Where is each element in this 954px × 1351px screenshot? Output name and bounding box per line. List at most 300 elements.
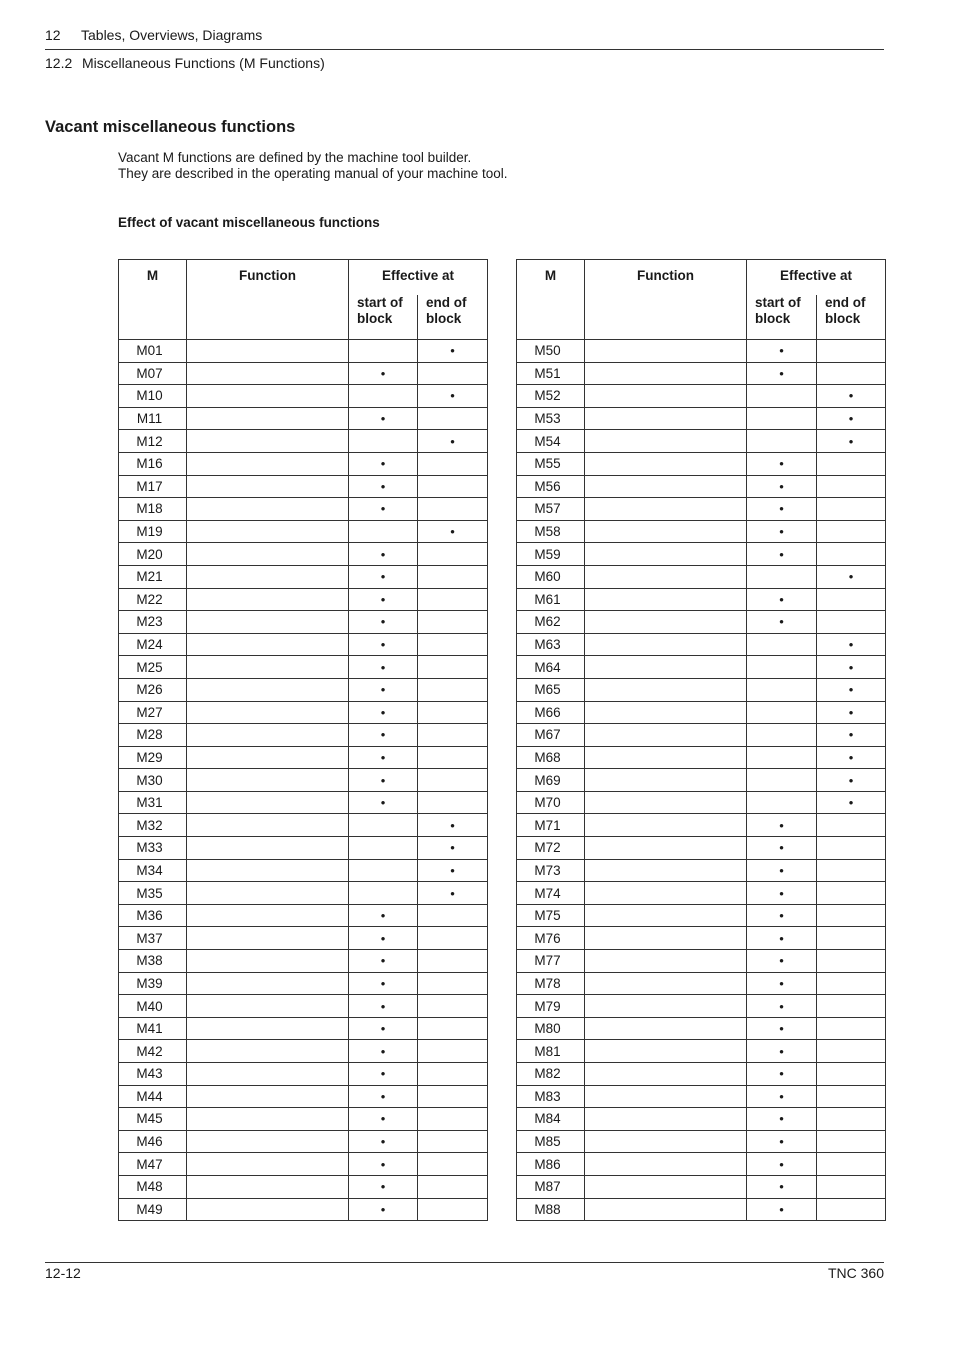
m-code-cell: M77 [517, 950, 585, 973]
end-of-block-cell [418, 498, 488, 521]
table-subheading: Effect of vacant miscellaneous functions [118, 215, 380, 230]
m-code-cell: M23 [119, 611, 187, 634]
end-of-block-cell [418, 1063, 488, 1086]
function-cell [585, 1153, 747, 1176]
bullet-marker: • [450, 433, 455, 449]
start-of-block-cell [349, 1108, 418, 1131]
start-of-block-cell [349, 882, 418, 905]
end-of-block-cell [817, 565, 886, 588]
end-of-block-cell [817, 633, 886, 656]
column-header-m: M [119, 260, 187, 340]
m-code-cell: M61 [517, 588, 585, 611]
intro-paragraph [118, 150, 507, 182]
start-of-block-cell [349, 611, 418, 634]
start-of-block-cell [349, 452, 418, 475]
end-of-block-cell [817, 1017, 886, 1040]
end-of-block-cell [817, 611, 886, 634]
m-code-cell: M75 [517, 904, 585, 927]
table-row [517, 1085, 886, 1108]
m-code-cell: M71 [517, 814, 585, 837]
m-code-cell: M70 [517, 791, 585, 814]
m-code-cell: M44 [119, 1085, 187, 1108]
table-row [517, 701, 886, 724]
function-cell [585, 950, 747, 973]
end-of-block-cell [418, 972, 488, 995]
m-code-cell: M84 [517, 1108, 585, 1131]
function-cell [585, 520, 747, 543]
start-of-block-cell [747, 1085, 817, 1108]
bullet-marker: • [380, 795, 386, 811]
table-row [517, 475, 886, 498]
end-of-block-cell [817, 837, 886, 860]
start-of-block-cell [747, 995, 817, 1018]
m-code-cell: M58 [517, 520, 585, 543]
bullet-marker: • [450, 388, 455, 404]
end-of-block-cell [817, 1040, 886, 1063]
bullet-marker: • [380, 456, 386, 472]
function-cell [585, 611, 747, 634]
m-code-cell: M31 [119, 791, 187, 814]
m-code-cell: M28 [119, 724, 187, 747]
end-of-block-cell [817, 678, 886, 701]
m-code-cell: M17 [119, 475, 187, 498]
bullet-marker: • [450, 862, 455, 878]
function-cell [585, 724, 747, 747]
table-row [517, 837, 886, 860]
bullet-marker: • [779, 591, 784, 607]
bullet-marker: • [380, 546, 386, 562]
bullet-marker: • [450, 885, 455, 901]
end-of-block-cell [817, 362, 886, 385]
function-cell [585, 904, 747, 927]
table-row [119, 1040, 488, 1063]
function-cell [187, 972, 349, 995]
table-row [119, 859, 488, 882]
bullet-marker: • [779, 1021, 784, 1037]
function-cell [585, 927, 747, 950]
table-row [517, 791, 886, 814]
table-row [119, 1198, 488, 1221]
m-code-cell: M39 [119, 972, 187, 995]
m-code-cell: M65 [517, 678, 585, 701]
function-cell [585, 1175, 747, 1198]
start-of-block-cell [747, 498, 817, 521]
end-of-block-cell [418, 656, 488, 679]
end-of-block-cell [817, 1063, 886, 1086]
start-of-block-cell [747, 565, 817, 588]
end-of-block-cell [817, 430, 886, 453]
start-of-block-cell [747, 475, 817, 498]
table-row [517, 340, 886, 363]
end-of-block-cell [817, 1175, 886, 1198]
bullet-marker: • [779, 862, 784, 878]
function-cell [585, 633, 747, 656]
m-code-cell: M85 [517, 1130, 585, 1153]
table-row [119, 452, 488, 475]
function-cell [585, 430, 747, 453]
bullet-marker: • [380, 591, 386, 607]
function-cell [585, 791, 747, 814]
chapter-title: Tables, Overviews, Diagrams [81, 27, 263, 43]
table-row [119, 633, 488, 656]
bullet-marker: • [380, 953, 386, 969]
end-of-block-cell [418, 475, 488, 498]
table-row [119, 430, 488, 453]
m-code-cell: M30 [119, 769, 187, 792]
end-of-block-cell [418, 1130, 488, 1153]
start-of-block-cell [747, 859, 817, 882]
table-row [517, 995, 886, 1018]
start-of-block-cell [747, 927, 817, 950]
m-code-cell: M54 [517, 430, 585, 453]
column-header-function: Function [585, 260, 747, 340]
table-row [119, 1063, 488, 1086]
function-cell [187, 430, 349, 453]
m-code-cell: M79 [517, 995, 585, 1018]
start-of-block-cell [349, 837, 418, 860]
end-of-block-cell [817, 340, 886, 363]
bullet-marker: • [848, 682, 854, 698]
bullet-marker: • [380, 908, 386, 924]
m-code-cell: M07 [119, 362, 187, 385]
m-code-cell: M73 [517, 859, 585, 882]
function-cell [585, 565, 747, 588]
table-row [119, 950, 488, 973]
function-cell [187, 837, 349, 860]
column-header-effective-at: Effective at [349, 260, 488, 295]
start-of-block-cell [747, 362, 817, 385]
bullet-marker: • [779, 1088, 784, 1104]
end-of-block-cell [817, 927, 886, 950]
bullet-marker: • [779, 614, 784, 630]
function-cell [187, 1017, 349, 1040]
end-of-block-cell [418, 701, 488, 724]
function-cell [187, 746, 349, 769]
m-code-cell: M10 [119, 385, 187, 408]
function-cell [585, 1063, 747, 1086]
end-of-block-cell [817, 995, 886, 1018]
table-row [517, 746, 886, 769]
m-code-cell: M40 [119, 995, 187, 1018]
bullet-marker: • [779, 546, 784, 562]
function-cell [187, 1198, 349, 1221]
function-cell [187, 656, 349, 679]
function-cell [585, 543, 747, 566]
end-of-block-cell [817, 407, 886, 430]
m-functions-table-left [118, 259, 488, 1221]
bullet-marker: • [848, 704, 854, 720]
bullet-marker: • [380, 772, 386, 788]
function-cell [585, 746, 747, 769]
table-row [119, 340, 488, 363]
function-cell [585, 972, 747, 995]
bullet-marker: • [848, 659, 854, 675]
m-code-cell: M48 [119, 1175, 187, 1198]
m-code-cell: M87 [517, 1175, 585, 1198]
table-row [517, 950, 886, 973]
table-row [517, 407, 886, 430]
bullet-marker: • [779, 975, 784, 991]
bullet-marker: • [380, 501, 386, 517]
bullet-marker: • [779, 1111, 784, 1127]
start-of-block-cell [747, 746, 817, 769]
table-row [517, 1198, 886, 1221]
function-cell [585, 1130, 747, 1153]
start-of-block-cell [349, 814, 418, 837]
column-header-start-of-block: start of block [747, 295, 817, 340]
start-of-block-cell [747, 340, 817, 363]
table-row [517, 565, 886, 588]
table-row [517, 1063, 886, 1086]
start-of-block-cell [349, 972, 418, 995]
m-code-cell: M51 [517, 362, 585, 385]
bullet-marker: • [380, 975, 386, 991]
table-row [517, 882, 886, 905]
bullet-marker: • [779, 1134, 784, 1150]
end-of-block-cell [817, 1130, 886, 1153]
end-of-block-cell [418, 1175, 488, 1198]
m-code-cell: M34 [119, 859, 187, 882]
function-cell [187, 543, 349, 566]
function-cell [585, 1040, 747, 1063]
section-number: 12.2 [45, 55, 73, 71]
bullet-marker: • [848, 749, 854, 765]
m-code-cell: M36 [119, 904, 187, 927]
function-cell [585, 362, 747, 385]
m-code-cell: M19 [119, 520, 187, 543]
bullet-marker: • [848, 772, 854, 788]
start-of-block-cell [349, 1198, 418, 1221]
table-row [119, 362, 488, 385]
end-of-block-cell [418, 904, 488, 927]
start-of-block-cell [747, 1108, 817, 1131]
bullet-marker: • [848, 795, 854, 811]
function-cell [187, 769, 349, 792]
function-cell [187, 520, 349, 543]
bullet-marker: • [779, 908, 784, 924]
end-of-block-cell [418, 430, 488, 453]
function-cell [585, 452, 747, 475]
table-row [119, 678, 488, 701]
function-cell [585, 498, 747, 521]
function-cell [585, 1085, 747, 1108]
start-of-block-cell [747, 407, 817, 430]
table-row [517, 1017, 886, 1040]
m-code-cell: M45 [119, 1108, 187, 1131]
bullet-marker: • [779, 817, 784, 833]
start-of-block-cell [747, 814, 817, 837]
end-of-block-cell [418, 633, 488, 656]
end-of-block-cell [418, 452, 488, 475]
end-of-block-cell [817, 859, 886, 882]
page-number: 12-12 [45, 1265, 81, 1281]
bullet-marker: • [779, 365, 784, 381]
start-of-block-cell [349, 927, 418, 950]
table-row [517, 452, 886, 475]
function-cell [585, 656, 747, 679]
start-of-block-cell [349, 1085, 418, 1108]
end-of-block-cell [817, 701, 886, 724]
table-row [119, 1085, 488, 1108]
end-of-block-cell [817, 972, 886, 995]
start-of-block-cell [349, 407, 418, 430]
column-header-function: Function [187, 260, 349, 340]
chapter-number: 12 [45, 27, 61, 43]
section-title-header: Miscellaneous Functions (M Functions) [82, 55, 325, 71]
column-header-end-of-block: end of block [418, 295, 488, 340]
column-header-start-of-block: start of block [349, 295, 418, 340]
end-of-block-cell [817, 498, 886, 521]
table-row [517, 588, 886, 611]
bullet-marker: • [380, 411, 386, 427]
table-row [517, 1040, 886, 1063]
bullet-marker: • [779, 953, 784, 969]
function-cell [585, 995, 747, 1018]
m-code-cell: M25 [119, 656, 187, 679]
bullet-marker: • [450, 524, 455, 540]
table-row [517, 1153, 886, 1176]
m-code-cell: M35 [119, 882, 187, 905]
m-functions-table-right [516, 259, 886, 1221]
m-code-cell: M69 [517, 769, 585, 792]
start-of-block-cell [349, 904, 418, 927]
end-of-block-cell [418, 995, 488, 1018]
start-of-block-cell [747, 633, 817, 656]
bullet-marker: • [380, 704, 386, 720]
bullet-marker: • [779, 343, 784, 359]
m-code-cell: M88 [517, 1198, 585, 1221]
m-code-cell: M53 [517, 407, 585, 430]
end-of-block-cell [817, 385, 886, 408]
end-of-block-cell [817, 475, 886, 498]
m-code-cell: M68 [517, 746, 585, 769]
start-of-block-cell [349, 1130, 418, 1153]
header-rule [45, 49, 884, 50]
m-code-cell: M74 [517, 882, 585, 905]
bullet-marker: • [779, 840, 784, 856]
start-of-block-cell [747, 950, 817, 973]
m-code-cell: M76 [517, 927, 585, 950]
table-row [119, 769, 488, 792]
end-of-block-cell [817, 724, 886, 747]
end-of-block-cell [418, 520, 488, 543]
m-code-cell: M18 [119, 498, 187, 521]
bullet-marker: • [380, 1111, 386, 1127]
function-cell [585, 407, 747, 430]
end-of-block-cell [418, 588, 488, 611]
end-of-block-cell [817, 950, 886, 973]
function-cell [585, 385, 747, 408]
start-of-block-cell [349, 769, 418, 792]
function-cell [187, 904, 349, 927]
m-code-cell: M12 [119, 430, 187, 453]
table-row [517, 633, 886, 656]
table-row [119, 1017, 488, 1040]
m-code-cell: M42 [119, 1040, 187, 1063]
bullet-marker: • [848, 411, 854, 427]
table-row [517, 1130, 886, 1153]
start-of-block-cell [349, 362, 418, 385]
bullet-marker: • [380, 659, 386, 675]
end-of-block-cell [418, 1017, 488, 1040]
end-of-block-cell [418, 814, 488, 837]
m-code-cell: M81 [517, 1040, 585, 1063]
start-of-block-cell [349, 1153, 418, 1176]
bullet-marker: • [380, 1201, 386, 1217]
bullet-marker: • [779, 998, 784, 1014]
start-of-block-cell [349, 385, 418, 408]
function-cell [187, 475, 349, 498]
bullet-marker: • [779, 885, 784, 901]
end-of-block-cell [418, 950, 488, 973]
start-of-block-cell [349, 1040, 418, 1063]
function-cell [585, 340, 747, 363]
bullet-marker: • [848, 727, 854, 743]
function-cell [585, 678, 747, 701]
bullet-marker: • [779, 1179, 784, 1195]
start-of-block-cell [349, 520, 418, 543]
function-cell [187, 814, 349, 837]
table-row [119, 543, 488, 566]
start-of-block-cell [747, 882, 817, 905]
bullet-marker: • [779, 1201, 784, 1217]
start-of-block-cell [349, 724, 418, 747]
table-row [119, 611, 488, 634]
end-of-block-cell [817, 904, 886, 927]
bullet-marker: • [848, 637, 854, 653]
m-code-cell: M83 [517, 1085, 585, 1108]
table-row [119, 520, 488, 543]
m-code-cell: M86 [517, 1153, 585, 1176]
end-of-block-cell [817, 746, 886, 769]
table-row [517, 656, 886, 679]
page-title: Vacant miscellaneous functions [45, 118, 296, 136]
end-of-block-cell [817, 1108, 886, 1131]
start-of-block-cell [747, 1198, 817, 1221]
function-cell [187, 724, 349, 747]
bullet-marker: • [380, 614, 386, 630]
table-row [119, 656, 488, 679]
start-of-block-cell [349, 633, 418, 656]
m-code-cell: M67 [517, 724, 585, 747]
table-row [119, 837, 488, 860]
m-code-cell: M59 [517, 543, 585, 566]
function-cell [585, 859, 747, 882]
end-of-block-cell [418, 385, 488, 408]
start-of-block-cell [349, 498, 418, 521]
function-cell [187, 1063, 349, 1086]
start-of-block-cell [747, 1130, 817, 1153]
end-of-block-cell [817, 769, 886, 792]
end-of-block-cell [418, 1108, 488, 1131]
function-cell [585, 1017, 747, 1040]
function-cell [187, 385, 349, 408]
footer-rule [45, 1262, 884, 1263]
table-row [119, 1108, 488, 1131]
m-code-cell: M62 [517, 611, 585, 634]
bullet-marker: • [380, 478, 386, 494]
m-code-cell: M72 [517, 837, 585, 860]
m-code-cell: M43 [119, 1063, 187, 1086]
product-name: TNC 360 [827, 1265, 884, 1281]
end-of-block-cell [817, 588, 886, 611]
bullet-marker: • [779, 524, 784, 540]
bullet-marker: • [848, 433, 854, 449]
table-row [119, 724, 488, 747]
function-cell [585, 475, 747, 498]
table-row [517, 520, 886, 543]
m-code-cell: M49 [119, 1198, 187, 1221]
